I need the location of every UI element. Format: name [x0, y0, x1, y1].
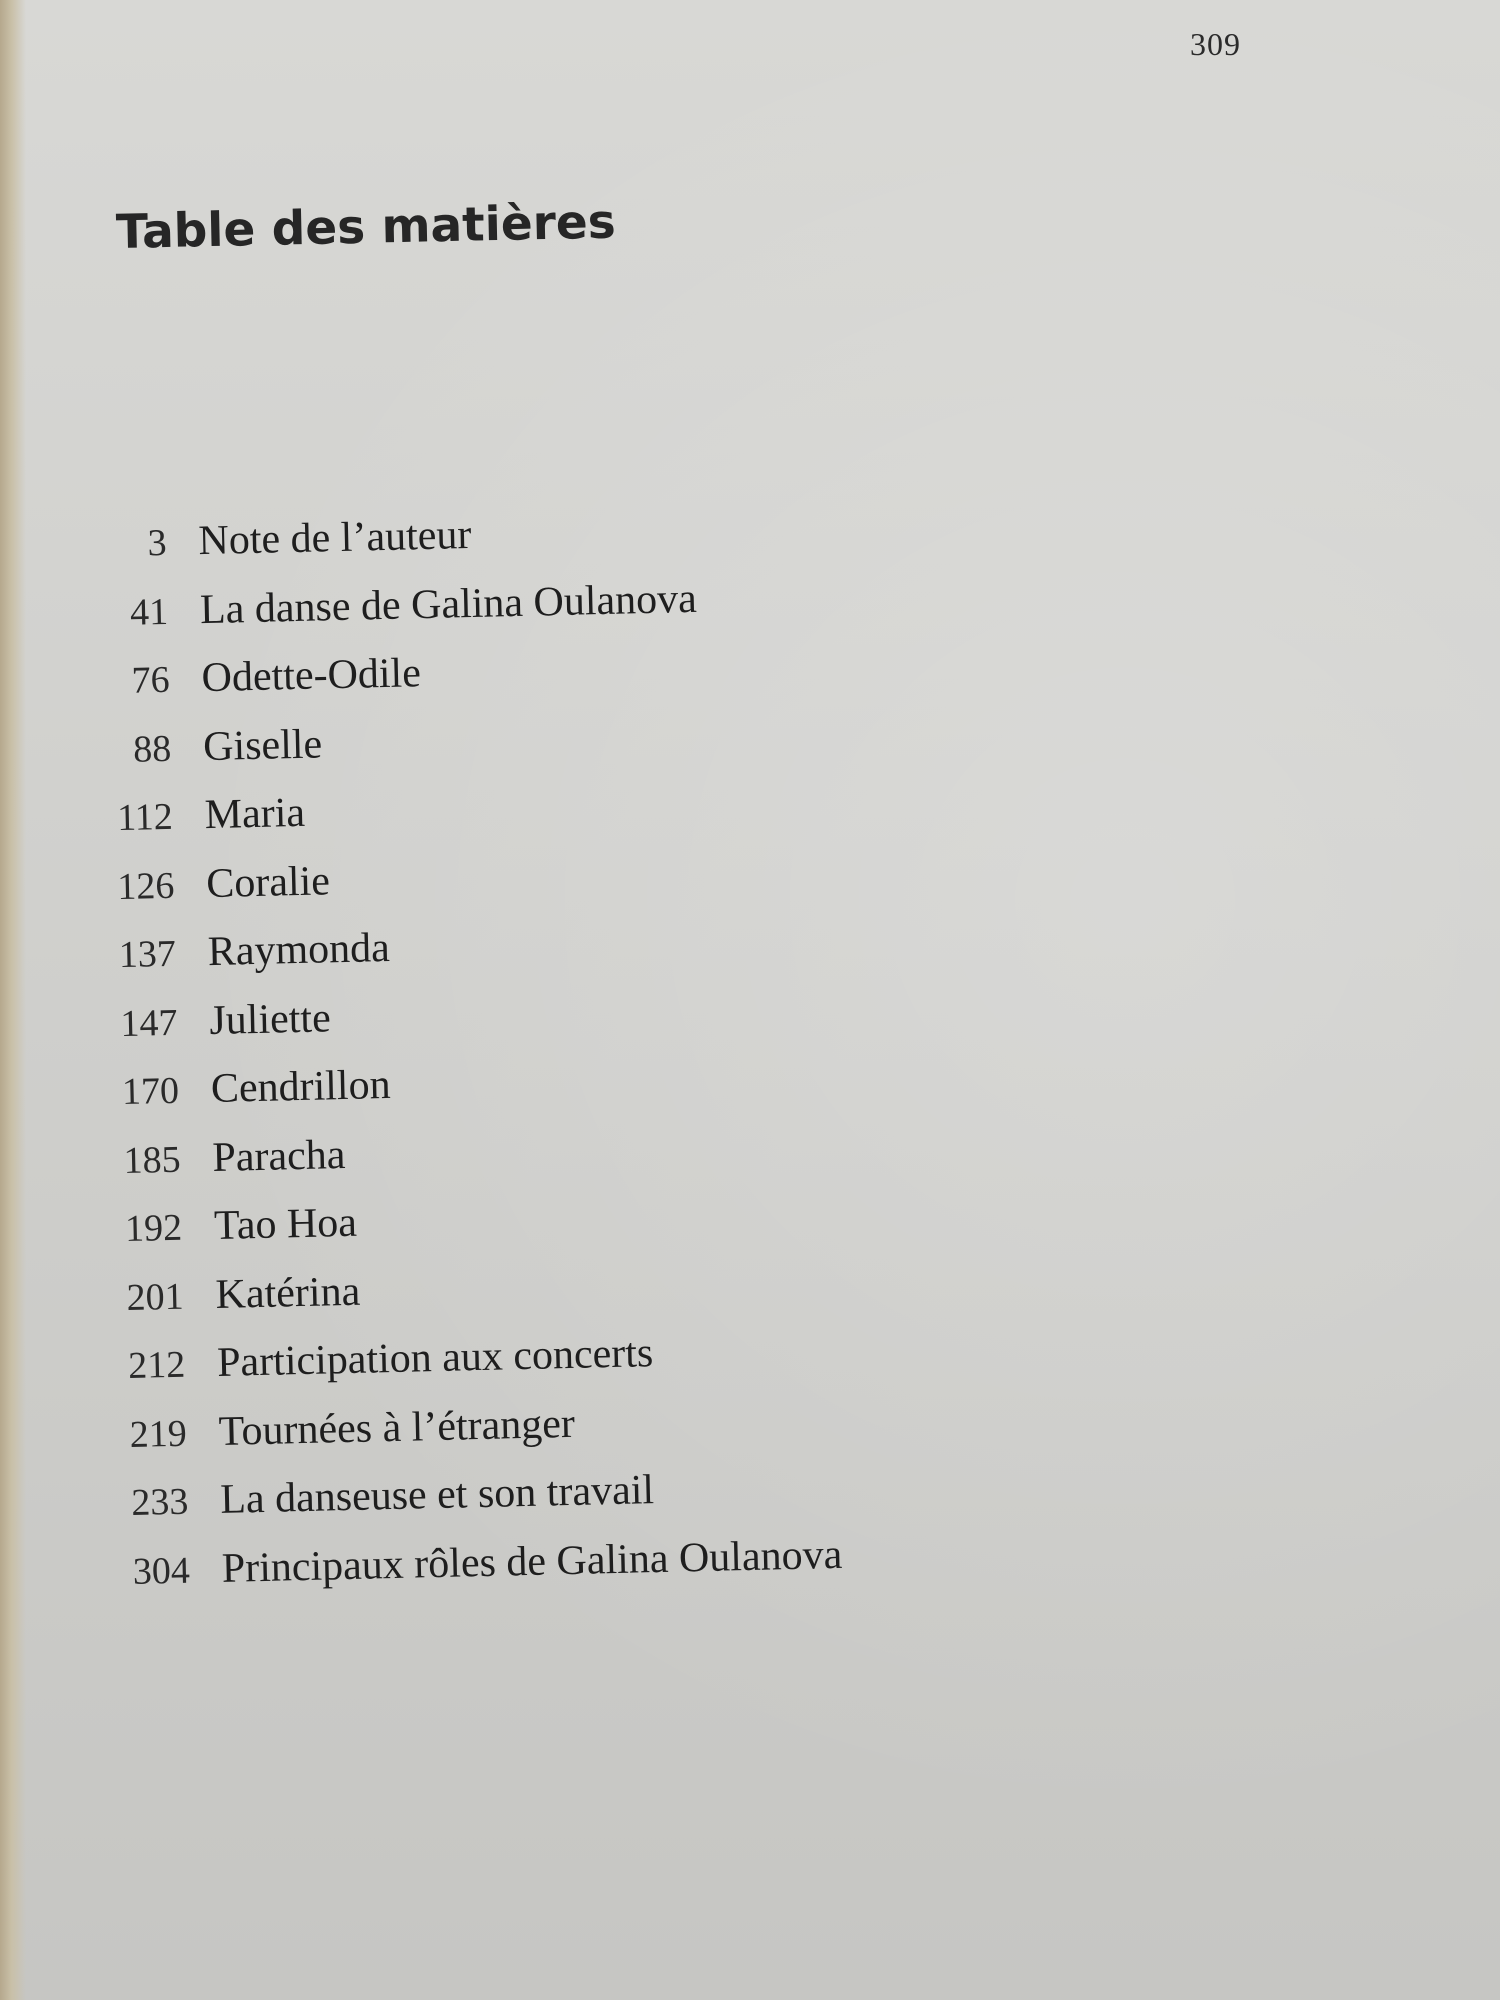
toc-entry-label: Tao Hoa	[213, 1199, 358, 1249]
toc-page-number: 41	[129, 590, 169, 634]
toc-entry-label: Giselle	[202, 720, 323, 770]
toc-entry-label: Principaux rôles de Galina Oulanova	[221, 1531, 843, 1592]
toc-entry-label: Note de l’auteur	[197, 511, 472, 565]
toc-entry-label: Raymonda	[207, 924, 391, 976]
toc-list	[74, 497, 1099, 1615]
toc-page-number: 219	[129, 1412, 188, 1456]
toc-page-number: 185	[123, 1138, 182, 1182]
toc-entry-label: Katérina	[215, 1268, 361, 1318]
toc-page-number: 170	[121, 1069, 180, 1114]
toc-entry-label: Paracha	[211, 1131, 346, 1181]
toc-page-number: 88	[132, 727, 172, 771]
page-binding-edge	[0, 0, 26, 2000]
toc-entry-label: Maria	[204, 789, 306, 839]
toc-entry-label: La danseuse et son travail	[219, 1467, 655, 1523]
toc-page-number: 76	[131, 658, 171, 702]
toc-entry-label: Cendrillon	[210, 1061, 392, 1113]
toc-page-number: 3	[147, 521, 168, 565]
toc-page-number: 212	[127, 1343, 186, 1387]
toc-entry-label: Participation aux concerts	[216, 1330, 654, 1386]
toc-title: Table des matières	[115, 194, 617, 260]
toc-entry-label: Juliette	[208, 994, 332, 1044]
toc-page-number: 192	[124, 1206, 183, 1251]
toc-entry-label: Odette-Odile	[201, 650, 422, 702]
toc-entry-label: Coralie	[205, 857, 331, 907]
toc-page-number: 304	[132, 1549, 191, 1593]
toc-page-number: 147	[119, 1001, 178, 1045]
toc-entry-label: La danse de Galina Oulanova	[199, 575, 698, 633]
toc-entry-label: Tournées à l’étranger	[218, 1400, 576, 1455]
toc-page-number: 126	[116, 864, 175, 908]
page-number: 309	[1190, 26, 1241, 62]
toc-page-number: 137	[118, 932, 177, 977]
toc-page-number: 201	[126, 1275, 185, 1319]
toc-page-number: 112	[116, 795, 174, 840]
toc-page-number: 233	[130, 1480, 189, 1524]
